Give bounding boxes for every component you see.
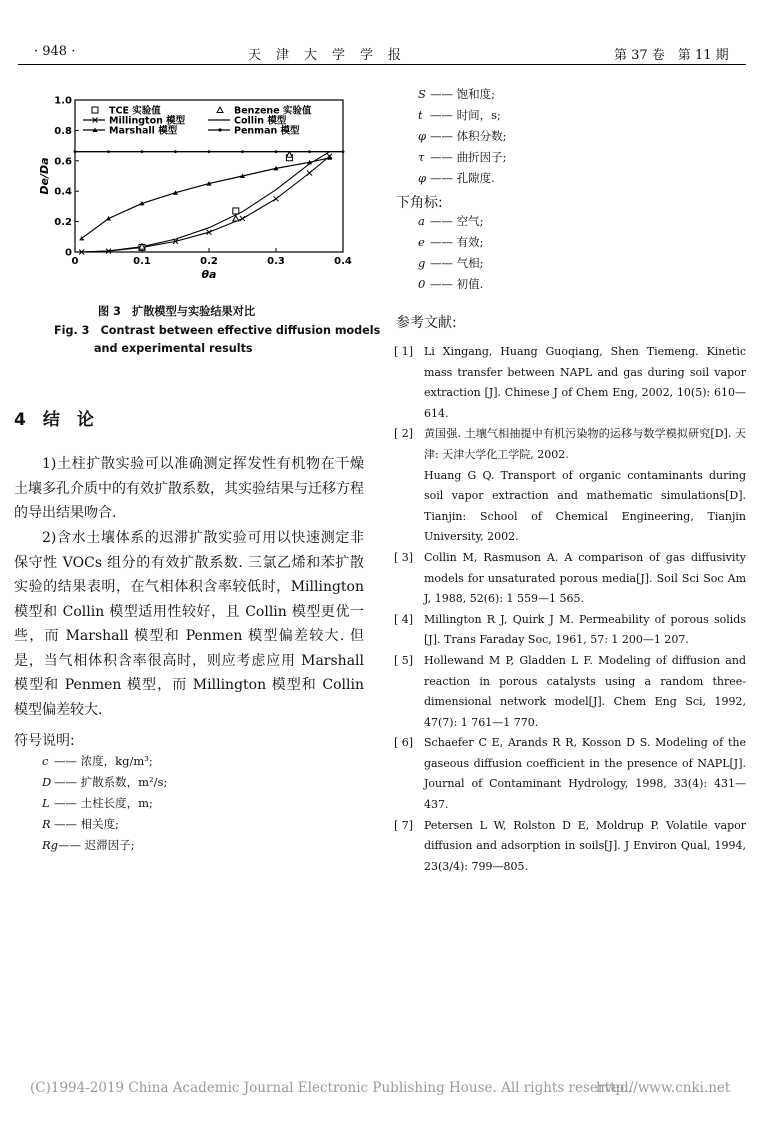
reference-item: [ 4] Millington R J, Quirk J M. Permeability of porous solids [J]. Trans Faraday Soc, 1961, 57: 1 200—1 207. (394, 612, 746, 647)
symbol-item: D —— 扩散系数，m²/s; (42, 775, 168, 789)
chart-plot-group (38, 96, 352, 282)
legend-marker-benzene (217, 107, 223, 113)
penman-point (241, 150, 244, 153)
subscript-item: e —— 有效; (418, 235, 484, 249)
conclusion-paragraph-2: 2)含水土壤体系的迟滞扩散实验可用以快速测定非保守性 VOCs 组分的有效扩散系数. 三氯乙烯和苯扩散实验的结果表明，在气相体积含率较低时，Millington 模型和 Collin 模型适用性较好，且 Collin 模型更优一些，而 Marshall 模型和 Penmen 模型偏差较大. 但是，当气相体积含率很高时，则应考虑应用 Marshall 模型和 Penmen 模型，而 Millington 模型和 Collin 模型偏差较大. (14, 530, 364, 718)
penman-point (174, 150, 177, 153)
subscripts-heading: 下角标: (396, 195, 443, 211)
x-tick-label: 0.3 (267, 256, 285, 267)
series-line-marshall (82, 158, 330, 239)
millington-point (240, 216, 245, 221)
volume-issue: 第 37 卷 第 11 期 (614, 48, 729, 63)
legend-label: Collin 模型 (234, 115, 287, 127)
references-list (394, 342, 746, 877)
series-line-collin (82, 152, 330, 252)
symbol-item: τ —— 曲折因子; (418, 150, 507, 164)
section-heading-conclusion: 4 结 论 (14, 410, 94, 430)
symbol-item: φ —— 体积分数; (418, 129, 507, 143)
y-axis-label: De/Da (38, 157, 51, 195)
penman-point (107, 150, 110, 153)
millington-point (307, 170, 312, 175)
footer-copyright: (C)1994-2019 China Academic Journal Electronic Publishing House. All rights reserved. (30, 1080, 633, 1096)
legend-label: Penman 模型 (234, 125, 300, 137)
legend-label: Marshall 模型 (109, 125, 178, 137)
legend-label: TCE 实验值 (109, 105, 161, 117)
legend-marker-tce (92, 107, 98, 113)
symbol-item: R —— 相关度; (42, 817, 120, 831)
y-tick-label: 0 (65, 247, 72, 259)
footer-url[interactable]: http://www.cnki.net (596, 1080, 731, 1096)
subscript-item: g —— 气相; (418, 256, 484, 270)
symbols-list-left (42, 751, 362, 856)
legend-label: Benzene 实验值 (234, 105, 312, 117)
symbol-item: t —— 时间，s; (418, 108, 501, 122)
symbol-item: L —— 土柱长度，m; (42, 796, 153, 810)
penman-point (342, 150, 345, 153)
y-tick-label: 0.8 (54, 125, 72, 137)
millington-point (274, 196, 279, 201)
x-tick-label: 0 (71, 256, 79, 267)
x-tick-label: 0.2 (200, 256, 218, 267)
symbol-item: c —— 浓度，kg/m³; (42, 754, 153, 768)
references-heading: 参考文献: (396, 315, 457, 331)
tce-data-point (233, 208, 239, 214)
legend-marker-penman (218, 128, 221, 131)
header-rule (18, 64, 746, 65)
reference-item: [ 2] 黄国强. 土壤气相抽提中有机污染物的运移与数学模拟研究[D]. 天津: 天津大学化工学院, 2002. (394, 427, 746, 461)
x-axis-label: θa (201, 268, 217, 281)
conclusion-paragraph-1: 1)土柱扩散实验可以准确测定挥发性有机物在干燥土壤多孔介质中的有效扩散系数，其实验结果与迁移方程的导出结果吻合. (14, 456, 364, 521)
subscripts-list (418, 211, 738, 295)
symbols-list-right (418, 84, 738, 189)
page-number: · 948 · (34, 44, 76, 59)
series-line-millington (82, 156, 330, 252)
reference-item: [ 7] Petersen L W, Rolston D E, Moldrup P. Volatile vapor diffusion and adsorption in soils[J]. J Environ Qual, 1994, 23(3/4): 799—805. (394, 818, 746, 873)
penman-point (74, 150, 77, 153)
figure-3-chart (40, 90, 360, 290)
x-tick-label: 0.4 (334, 256, 352, 267)
journal-title: 天 津 大 学 学 报 (248, 48, 403, 63)
y-tick-label: 1.0 (54, 95, 72, 107)
penman-point (308, 150, 311, 153)
y-tick-label: 0.4 (54, 186, 72, 198)
symbols-heading: 符号说明: (14, 733, 75, 749)
symbol-item: Rg—— 迟滞因子; (42, 838, 135, 852)
figure-caption-en-2: and experimental results (94, 342, 253, 355)
penman-point (275, 150, 278, 153)
reference-item: Huang G Q. Transport of organic contaminants during soil vapor extraction and mathematic simulations[D]. Tianjin: School of Chemical Engineering, Tianjin University, 2002. (424, 468, 746, 544)
reference-item: [ 5] Hollewand M P, Gladden L F. Modeling of diffusion and reaction in porous catalysts using a random three-dimensional network model[J]. Chem Eng Sci, 1992, 47(7): 1 761—1 770. (394, 653, 746, 729)
figure-caption-cn: 图 3 扩散模型与实验结果对比 (98, 305, 256, 318)
reference-item: [ 6] Schaefer C E, Arands R R, Kosson D S. Modeling of the gaseous diffusion coefficient in the presence of NAPL[J]. Journal of Contaminant Hydrology, 1998, 33(4): 431—437. (394, 736, 746, 812)
penman-point (208, 150, 211, 153)
symbol-item: S —— 饱和度; (418, 87, 496, 101)
penman-point (141, 150, 144, 153)
legend-label: Millington 模型 (109, 115, 186, 127)
x-tick-label: 0.1 (133, 256, 151, 267)
reference-item: [ 3] Collin M, Rasmuson A. A comparison of gas diffusivity models for unsaturated porous media[J]. Soil Sci Soc Am J, 1988, 52(6): 1 559—1 565. (394, 550, 746, 606)
y-tick-label: 0.6 (54, 156, 72, 168)
y-tick-label: 0.2 (54, 217, 72, 229)
reference-item: [ 1] Li Xingang, Huang Guoqiang, Shen Tiemeng. Kinetic mass transfer between NAPL and gas during soil vapor extraction [J]. Chinese J of Chem Eng, 2002, 10(5): 610—614. (394, 345, 746, 420)
subscript-item: 0 —— 初值. (418, 277, 484, 291)
subscript-item: a —— 空气; (418, 214, 484, 228)
figure-caption-en-1: Fig. 3 Contrast between effective diffusion models (54, 324, 381, 337)
symbol-item: φ —— 孔隙度. (418, 171, 495, 185)
